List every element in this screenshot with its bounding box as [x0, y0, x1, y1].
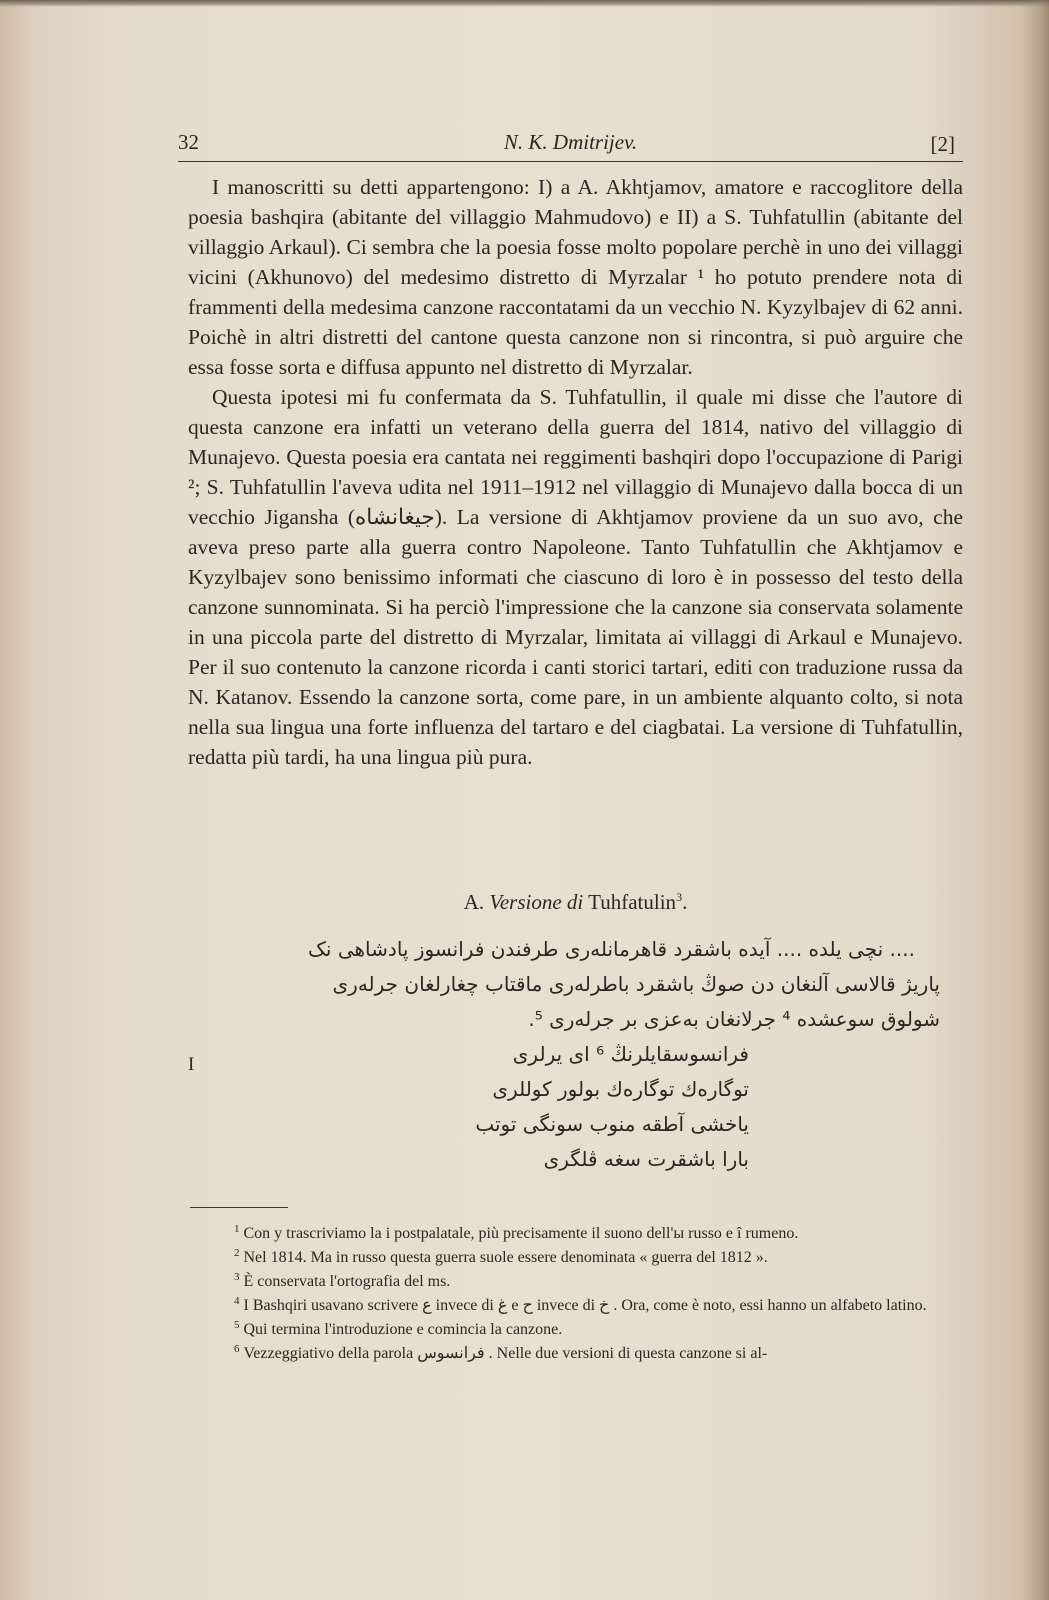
stanza-line: بارا باشقرت سغە ڤلگری: [543, 1147, 749, 1171]
running-header: [178, 130, 963, 164]
footnote-number: 3: [234, 1270, 240, 1283]
footnote: [188, 1222, 948, 1245]
footnote: [188, 1246, 948, 1269]
footnote-number: 1: [234, 1222, 240, 1235]
stanza-line: فرانسوسقایلرنڭ ⁶ ای یرلری: [512, 1042, 749, 1066]
footnote-number: 2: [234, 1246, 240, 1259]
version-subtitle: A. Versione di Tuhfatulin$^3$.: [463, 890, 688, 914]
arabic-intro-line: شولوق سوعشده ⁴ جرلانغان بەعزی بر جرلەری ⁵.: [528, 1007, 940, 1031]
subtitle-letter: A.: [463, 890, 485, 914]
page-number: 32: [178, 130, 199, 154]
paragraph-1: I manoscritti su detti appartengono: I) a A. Akhtjamov, amatore e raccoglitore della poesia bashqira (abitante del villaggio Mahmudovo) e II) a S. Tuhfatullin (abitante del villaggio Arkaul). Ci sembra che la poesia fosse molto popolare perchè in uno dei villaggi vicini (Akhunovo) del medesimo distretto di Myrzalar ¹ ho potuto prendere nota di frammenti della medesima canzone raccontatami da un vecchio N. Kyzylbajev di 62 anni. Poichè in altri distretti del cantone questa canzone non si rincontra, si può arguire che essa fosse sorta e diffusa appunto nel distretto di Myrzalar.: [188, 175, 963, 379]
footnote-rule: [190, 1207, 288, 1208]
header-rule: [178, 161, 963, 162]
page-edge-shadow: [0, 0, 1049, 7]
footnote: [188, 1318, 948, 1341]
arabic-intro-line: .... نچی یلده .... آیده باشقرد قاهرمانلەری طرفندن فرانسوز پادشاهی نک: [308, 937, 915, 961]
running-head-author: N. K. Dmitrijev.: [503, 130, 638, 154]
paragraph-2: Questa ipotesi mi fu confermata da S. Tuhfatullin, il quale mi disse che l'autore di questa canzone era infatti un veterano della guerra del 1814, nativo del villaggio di Munajevo. Questa poesia era cantata nei reggimenti bashqiri dopo l'occupazione di Parigi ²; S. Tuhfatullin l'aveva udita nel 1911–1912 nel villaggio di Munajevo dalla bocca di un vecchio Jigansha (جیغانشاه). La versione di Akhtjamov proviene da un suo avo, che aveva preso parte alla guerra contro Napoleone. Tanto Tuhfatullin che Akhtjamov e Kyzylbajev sono benissimo informati che ciascuno di loro è in possesso del testo della canzone sunnominata. Si ha perciò l'impressione che la canzone sia conservata solamente in una piccola parte del distretto di Myrzalar, limitata ai villaggi di Arkaul e Munajevo. Per il suo contenuto la canzone ricorda i canti storici tartari, editi con traduzione russa da N. Katanov. Essendo la canzone sorta, come pare, in un ambiente alquanto colto, si nota nella sua lingua una forte influenza del tartaro e del ciagbatai. La versione di Tuhfatullin, redatta più tardi, ha una lingua più pura.: [188, 385, 963, 769]
subtitle-footnote-ref: 3: [676, 890, 683, 904]
footnote-text: Vezzeggiativo della parola فرانسوس . Nelle due versioni di questa canzone si al-: [243, 1345, 768, 1362]
footnote-text: I Bashqiri usavano scrivere ع invece di غ e ح invece di خ . Ora, come è noto, essi hanno un alfabeto latino.: [243, 1297, 927, 1314]
arabic-text-block: [188, 932, 963, 1177]
footnotes: [188, 1222, 948, 1366]
body-text: [188, 172, 963, 772]
footnote-text: Con y trascriviamo la i postpalatale, più precisamente il suono dell'ы russo e î rumeno.: [243, 1225, 799, 1242]
section-marker: [2]: [930, 132, 955, 156]
subtitle-label: Versione di: [489, 890, 584, 914]
footnote: [188, 1342, 948, 1365]
stanza-number: I: [188, 1054, 195, 1075]
stanza-line: توگارەك توگارەك بولور كوللری: [492, 1077, 749, 1101]
arabic-intro-line: پاریژ قالاسی آلنغان دن صوڭ باشقرد باطرلەری ماقتاب چغارلغان جرلەری: [332, 972, 940, 996]
stanza-line: یاخشی آطقە منوب سونگی توتب: [475, 1112, 749, 1136]
footnote-text: Nel 1814. Ma in russo questa guerra suole essere denominata « guerra del 1812 ».: [243, 1249, 768, 1266]
footnote-number: 5: [234, 1318, 240, 1331]
footnote-number: 6: [234, 1342, 240, 1355]
subtitle-name: Tuhfatulin: [588, 890, 677, 914]
binding-shadow: [1021, 0, 1049, 1600]
footnote: [188, 1270, 948, 1293]
footnote-text: È conservata l'ortografia del ms.: [243, 1273, 451, 1290]
footnote-text: Qui termina l'introduzione e comincia la canzone.: [243, 1321, 563, 1338]
footnote-number: 4: [234, 1294, 240, 1307]
footnote: [188, 1294, 948, 1317]
